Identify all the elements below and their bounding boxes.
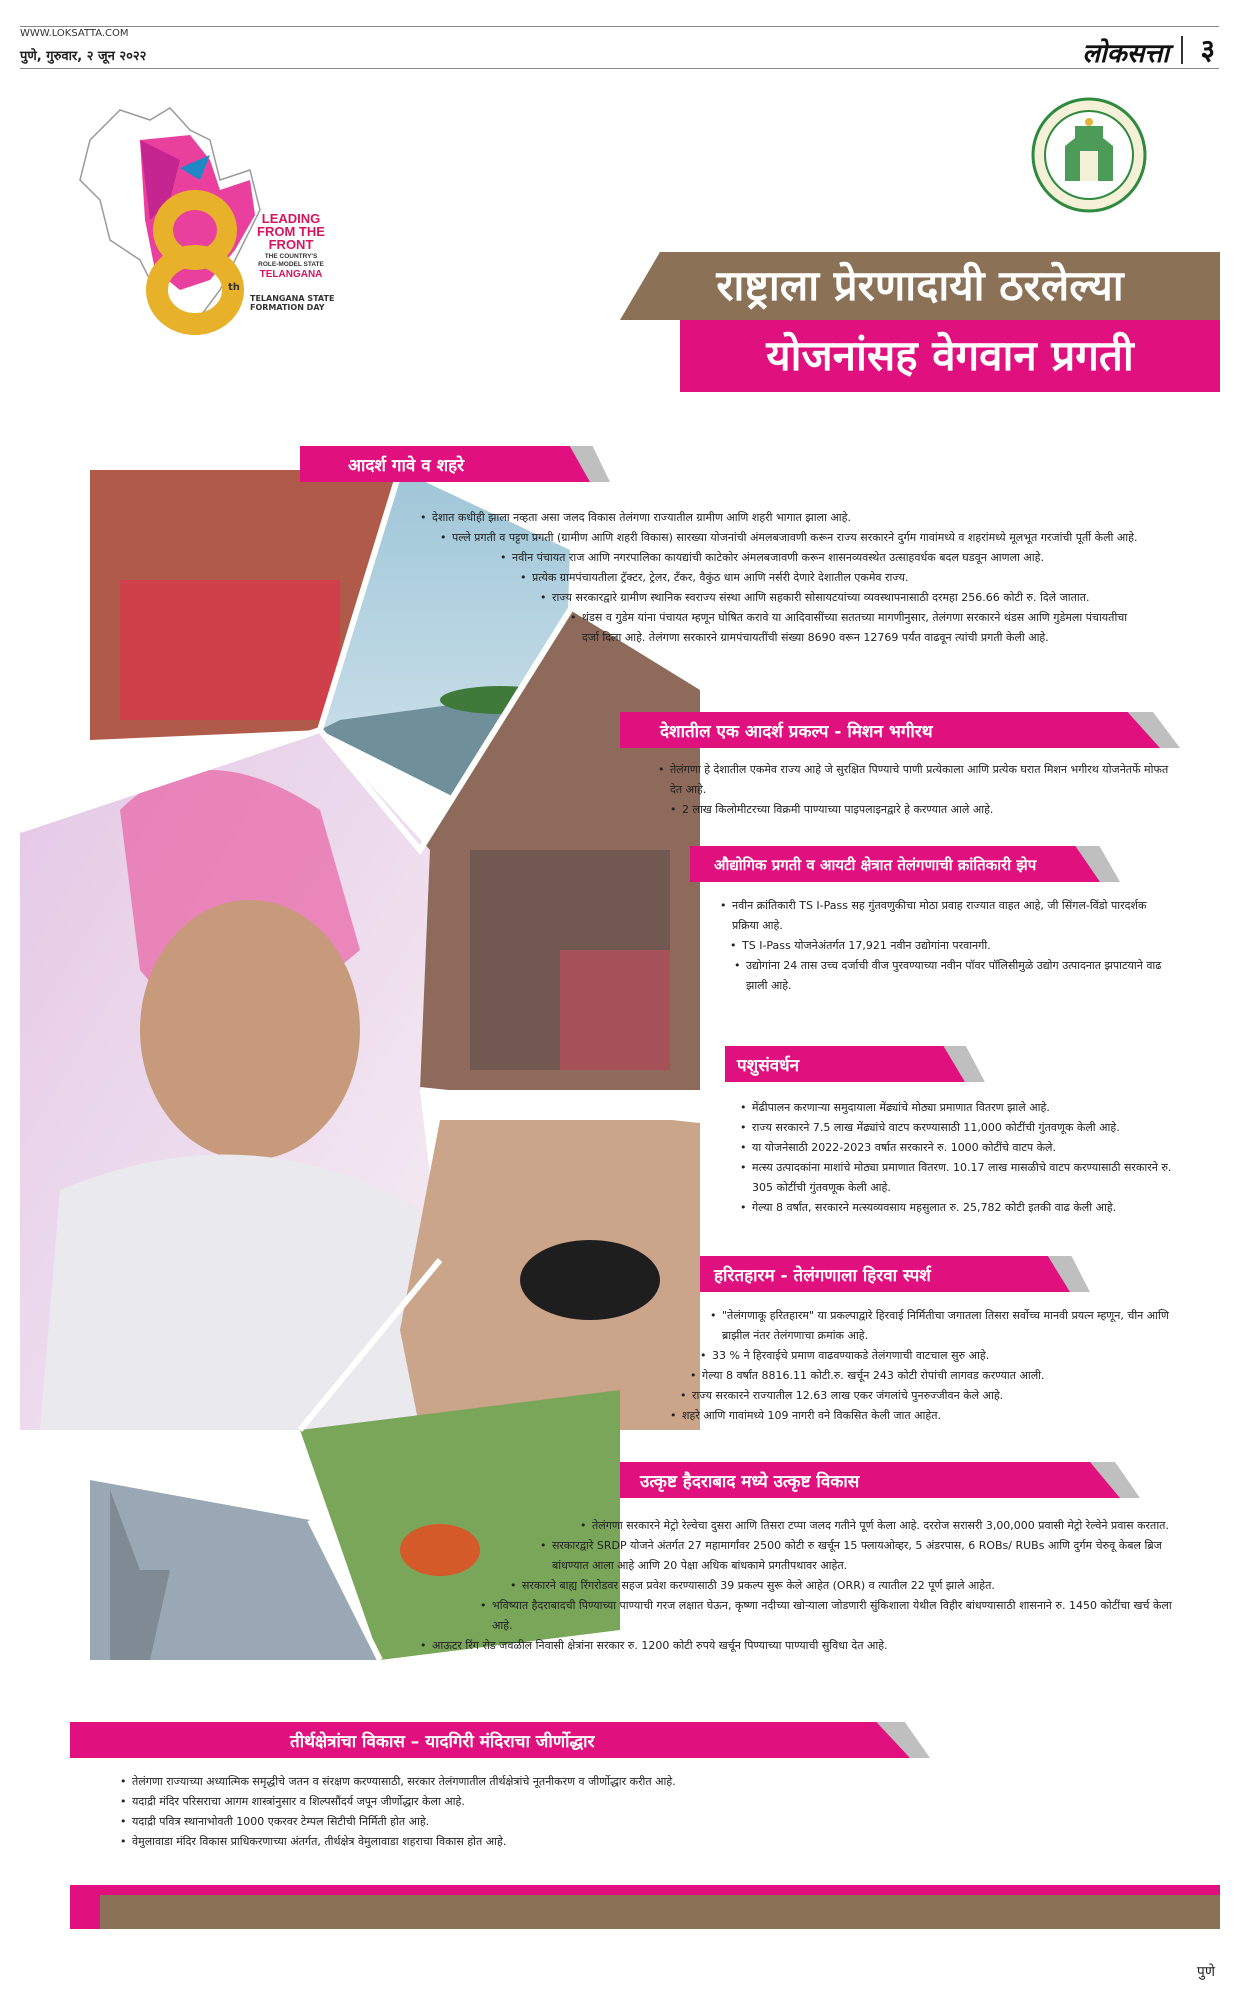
bullet: • प्रत्येक ग्रामपंचायतीला ट्रॅक्टर, ट्रेलर, टँकर, वैकुंठ धाम आणि नर्सरी देणारे देशातील एकमेव राज्य. [520,568,1140,588]
masthead-rule [20,68,1219,69]
bullet: • राज्य सरकारने राज्यातील 12.63 लाख एकर जंगलांचे पुनरुज्जीवन केले आहे. [680,1386,1180,1406]
top-rule [20,26,1219,27]
bullet: • TS I-Pass योजनेअंतर्गत 17,921 नवीन उद्योगांना परवानगी. [730,936,1170,956]
bullet: • या योजनेसाठी 2022-2023 वर्षात सरकारने रु. 1000 कोटींचे वाटप केले. [740,1138,1180,1158]
section-title: आदर्श गावे व शहरे [348,456,465,476]
section-title: औद्योगिक प्रगती व आयटी क्षेत्रात तेलंगणाची क्रांतिकारी झेप [714,856,1037,874]
section-title: देशातील एक आदर्श प्रकल्प - मिशन भगीरथ [660,722,933,742]
bullet: • वेमुलावाडा मंदिर विकास प्राधिकरणाच्या अंतर्गत, तीर्थक्षेत्र वेमुलावाडा शहराचा विकास होत आहे. [120,1832,1120,1852]
bullet: • "तेलंगणाकू हरितहारम" या प्रकल्पाद्वारे हिरवाई निर्मितीचा जगातला तिसरा सर्वोच्च मानवी प्रयत्न म्हणून, चीन आणि ब्राझील नंतर तेलंगणाचा क्रमांक आहे. [710,1306,1180,1346]
bullet: • पल्ले प्रगती व पट्टण प्रगती (ग्रामीण आणि शहरी विकास) सारख्या योजनांची अंमलबजावणी करून राज्य सरकारने दुर्गम गावांमध्ये व शहरांमध्ये मूलभूत गरजांची पूर्ती केली आहे. [440,528,1140,548]
bullet: • यदाद्री मंदिर परिसराचा आगम शास्त्रांनुसार व शिल्पसौंदर्य जपून जीर्णोद्धार केला आहे. [120,1792,1120,1812]
bullet: • सरकारने बाह्य रिंगरोडवर सहज प्रवेश करण्यासाठी 39 प्रकल्प सुरू केले आहेत (ORR) व त्यातील 22 पूर्ण झाले आहेत. [510,1576,1180,1596]
bullet: • तेलंगणा राज्याच्या अध्यात्मिक समृद्धीचे जतन व संरक्षण करण्यासाठी, सरकार तेलंगणातील तीर्थक्षेत्रांचे नूतनीकरण व जीर्णोद्धार करीत आहे. [120,1772,1120,1792]
section-title: तीर्थक्षेत्रांचा विकास – यादगिरी मंदिराचा जीर्णोद्धार [290,1732,595,1752]
edition-city: पुणे [1196,1964,1215,1980]
bullet: • आऊटर रिंग रोड जवळील निवासी क्षेत्रांना सरकार रु. 1200 कोटी रुपये खर्चून पिण्याच्या पाण्याची सुविधा देत आहे. [420,1636,1180,1656]
section-header-mission-bhagiratha [620,712,1180,748]
bullet: • उद्योगांना 24 तास उच्च दर्जाची वीज पुरवण्याच्या नवीन पॉवर पॉलिसीमुळे उद्योग उत्पादनात झपाटयाने वाढ झाली आहे. [734,956,1170,996]
bullet: • राज्य सरकारने 7.5 लाख मेंढ्यांचे वाटप करण्यासाठी 11,000 कोटींची गुंतवणूक केली आहे. [740,1118,1180,1138]
section-header-industry-it [690,846,1120,882]
logo-line1: LEADING [261,211,321,226]
section-header-model-villages [300,446,610,482]
section-2-bullets [658,760,1178,820]
bullet: • तेलंगणा हे देशातील एकमेव राज्य आहे जे सुरक्षित पिण्याचे पाणी प्रत्येकाला आणि प्रत्येक घरात मिशन भगीरथ योजनेतर्फे मोफत देत आहे. [658,760,1178,800]
section-3-bullets [720,896,1170,996]
bullet: • 33 % ने हिरवाईचे प्रमाण वाढवण्याकडे तेलंगणाची वाटचाल सुरु आहे. [700,1346,1180,1366]
bullet: • मेंढीपालन करणाऱ्या समुदायाला मेंढ्यांचे मोठ्या प्रमाणात वितरण झाले आहे. [740,1098,1180,1118]
section-header-animal-husbandry [725,1046,985,1082]
bullet: • तेलंगणा सरकारने मेट्रो रेल्वेचा दुसरा आणि तिसरा टप्पा जलद गतीने पूर्ण केला आहे. दररोज सरासरी 3,00,000 प्रवासी मेट्रो रेल्वेने प्रवास करतात. [580,1516,1180,1536]
section-header-haritha-haram [700,1256,1090,1292]
headline-line2: योजनांसह वेगवान प्रगती [766,331,1134,380]
bullet: • राज्य सरकारद्वारे ग्रामीण स्थानिक स्वराज्य संस्था आणि सहकारी सोसायटयांच्या व्यवस्थापनासाठी दरमहा 256.66 कोटी रु. दिले जातात. [540,588,1140,608]
footer-pink-stripe [70,1885,1220,1895]
section-title: हरितहारम - तेलंगणाला हिरवा स्पर्श [714,1266,931,1286]
bullet: • नवीन पंचायत राज आणि नगरपालिका कायद्यांची काटेकोर अंमलबजावणी करून शासनव्यवस्थेत उत्साहवर्धक बदल घडवून आणला आहे. [500,548,1140,568]
logo-tagline [250,212,332,280]
day-line2: FORMATION DAY [250,303,325,312]
section-header-hyderabad [620,1462,1140,1498]
bullet: • शहरे आणि गावांमध्ये 109 नागरी वने विकसित केली जात आहेत. [670,1406,1180,1426]
logo-line2: FROM THE [257,224,325,239]
bullet: • गेल्या 8 वर्षांत, सरकारने मत्स्यव्यवसाय महसुलात रु. 25,782 कोटी इतकी वाढ केली आहे. [740,1198,1180,1218]
logo-sub1: THE COUNTRY'S [264,253,318,260]
bullet: • सरकारद्वारे SRDP योजने अंतर्गत 27 महामार्गांवर 2500 कोटी रु खर्चून 15 फ्लायओव्हर, 5 अंडरपास, 6 ROBs/ RUBs आणि दुर्गम चेरुवू केबल ब्रिज बांधण्यात आला आहे आणि 20 पेक्षा अधिक बांधकामे प्रगतीपथावर आहेत. [540,1536,1180,1576]
bullet: • गेल्या 8 वर्षांत 8816.11 कोटी.रु. खर्चून 243 कोटी रोपांची लागवड करण्यात आली. [690,1366,1180,1386]
logo-line3: FRONT [268,237,314,252]
photo-village-mat [120,580,340,720]
section-title: पशुसंवर्धन [737,1056,800,1076]
logo-suffix: th [228,282,240,293]
bullet: • नवीन क्रांतिकारी TS I-Pass सह गुंतवणुकीचा मोठा प्रवाह राज्यात वाहत आहे, जी सिंगल-विंडो पारदर्शक प्रक्रिया आहे. [720,896,1170,936]
site-url[interactable]: WWW.LOKSATTA.COM [20,28,129,39]
bullet: • भविष्यात हैदराबादची पिण्याच्या पाण्याची गरज लक्षात घेऊन, कृष्णा नदीच्या खोऱ्याला जोडणारी सुंकिशाला येथील विहीर बांधण्यासाठी शासनाने रु. 1450 कोटींचा खर्च केला आहे. [480,1596,1180,1636]
bullet: • थंडस व गुडेम यांना पंचायत म्हणून घोषित करावे या आदिवासींच्या सततच्या मागणीनुसार, तेलंगणा सरकारने थंडस आणि गुडेमला पंचायतीचा दर्जा दिला आहे. तेलंगणा सरकारने ग्रामपंचायतींची संख्या 8690 वरून 12769 पर्यंत वाढवून त्यांची प्रगती केली आहे. [570,608,1140,648]
dateline: पुणे, गुरुवार, २ जून २०२२ [20,49,147,64]
section-7-bullets [120,1772,1120,1852]
formation-day-label [250,294,350,312]
bullet: • देशात कधीही झाला नव्हता असा जलद विकास तेलंगणा राज्यातील ग्रामीण आणि शहरी भागात झाला आहे. [420,508,1140,528]
section-6-bullets [420,1516,1180,1656]
government-seal-icon [1030,96,1148,214]
page-separator [1181,36,1183,64]
section-1-bullets [420,508,1140,648]
page-number: ३ [1200,33,1215,66]
logo-sub2: ROLE-MODEL STATE [258,261,324,268]
headline-line1: राष्ट्राला प्रेरणादायी ठरलेल्या [716,261,1124,310]
bullet: • यदाद्री पवित्र स्थानाभोवती 1000 एकरवर टेम्पल सिटीची निर्मिती होत आहे. [120,1812,1120,1832]
bullet: • मत्स्य उत्पादकांना माशांचे मोठ्या प्रमाणात वितरण. 10.17 लाख मासळीचे वाटप करण्यासाठी सरकारने रु. 305 कोटींची गुंतवणूक केली आहे. [740,1158,1180,1198]
footer-pink-wedge [70,1885,100,1929]
section-4-bullets [740,1098,1180,1218]
day-line1: TELANGANA STATE [250,294,335,303]
bullet: • 2 लाख किलोमीटरच्या विक्रमी पाण्याच्या पाइपलाइनद्वारे हे करण्यात आले आहे. [670,800,1178,820]
section-title: उत्कृष्ट हैदराबाद मध्ये उत्कृष्ट विकास [640,1472,860,1492]
newspaper-name: लोकसत्ता [1082,39,1169,69]
section-5-bullets [682,1306,1180,1426]
logo-state: TELANGANA [259,269,323,280]
section-header-pilgrimage [70,1722,930,1758]
